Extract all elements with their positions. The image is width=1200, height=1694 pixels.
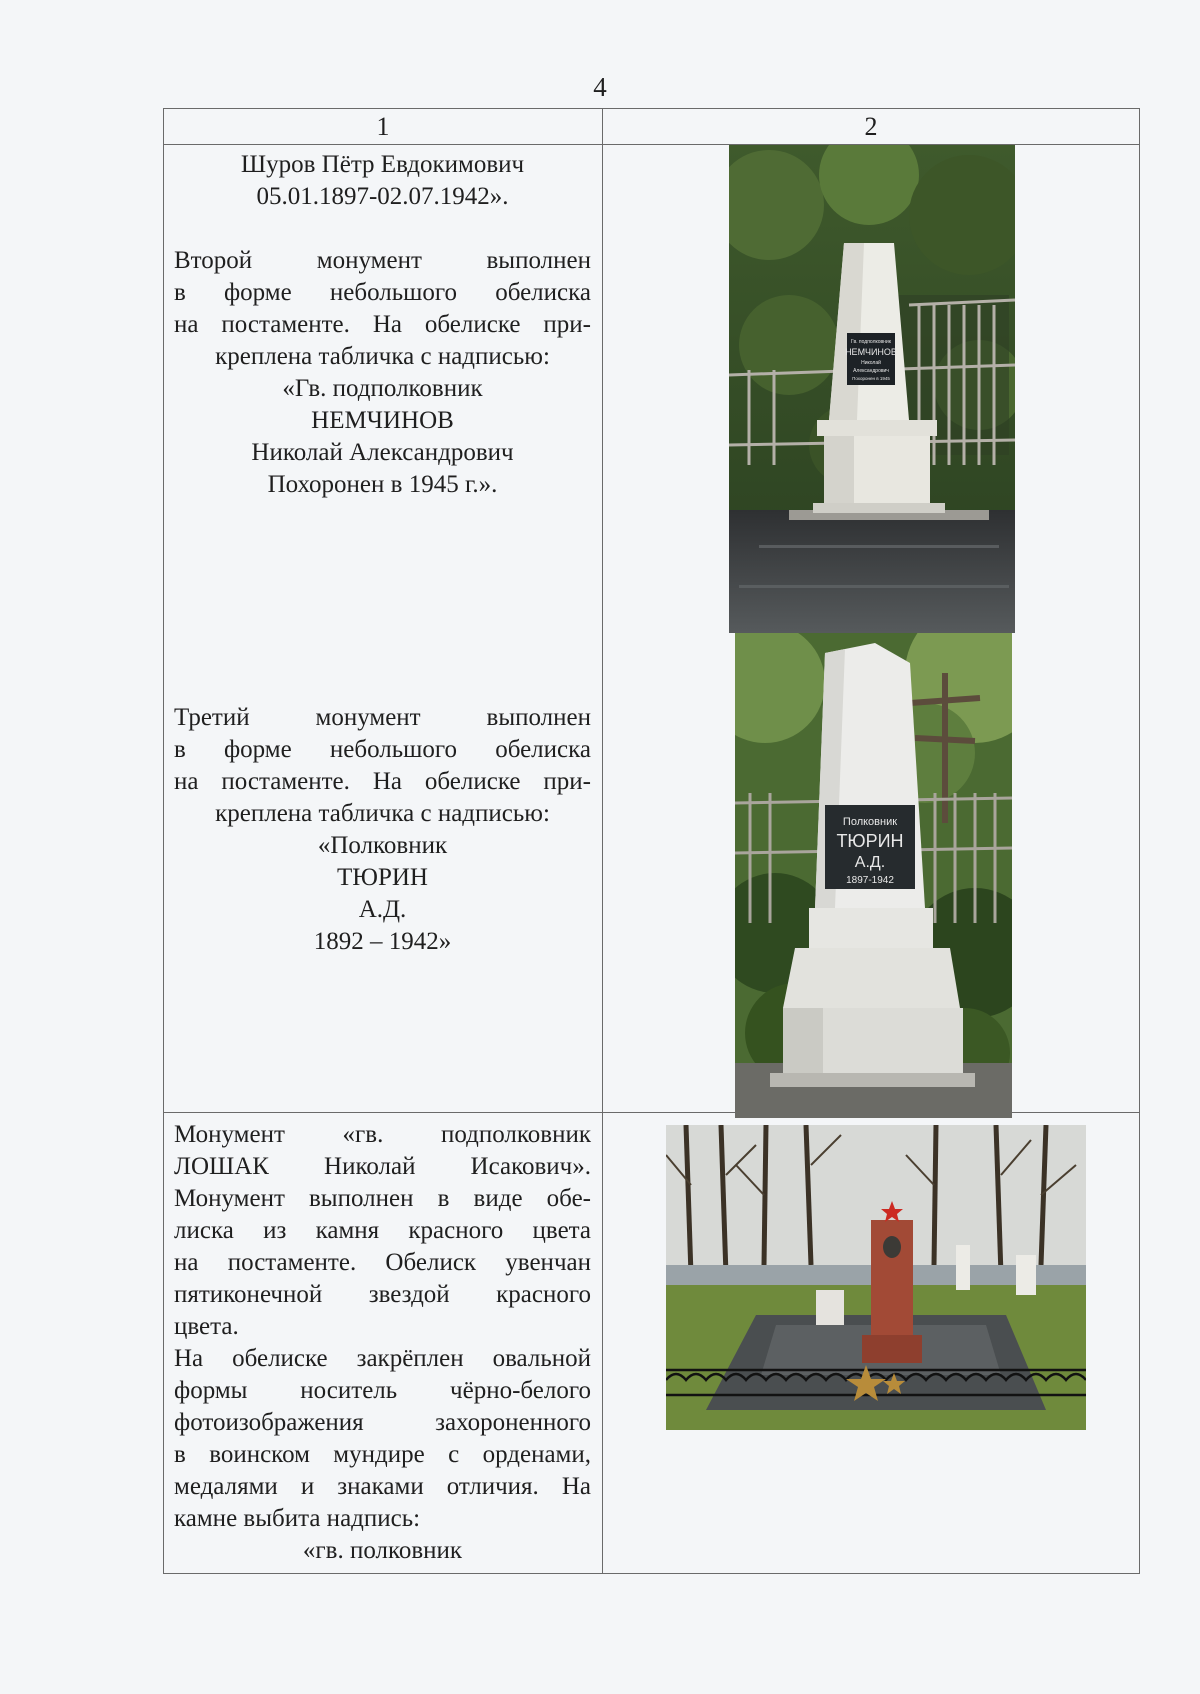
monument3-para-line: Третий монумент выполнен xyxy=(174,704,591,731)
row2-para-line: На обелиске закрёплен овальной xyxy=(174,1345,591,1372)
photo-loshak-monument xyxy=(666,1125,1086,1430)
inscription-line: ТЮРИН xyxy=(337,864,428,891)
turin-photo-illustration xyxy=(735,633,1012,1118)
photo-turin-monument xyxy=(735,633,1012,1118)
row2-text-cell xyxy=(164,1113,603,1574)
inscription-line: 1892 – 1942» xyxy=(313,928,452,955)
nemchinov-plaque-line: НЕМЧИНОВ xyxy=(845,347,897,357)
turin-plaque-line: Полковник xyxy=(842,816,898,828)
row2-para-line: на постаменте. Обелиск увенчан xyxy=(174,1249,591,1276)
nemchinov-plaque-line: Похоронен в 1945 xyxy=(852,376,890,381)
inscription-line: НЕМЧИНОВ xyxy=(311,407,454,434)
row2-para-line: камне выбита надпись: xyxy=(174,1505,421,1532)
column-header-2: 2 xyxy=(603,109,1140,145)
turin-plaque-line: 1897-1942 xyxy=(846,875,894,886)
intro-line: Шуров Пётр Евдокимович xyxy=(240,151,525,178)
photo-nemchinov-monument xyxy=(729,145,1015,633)
nemchinov-plaque-line: Гв. подполковник xyxy=(851,339,891,345)
inscription-line: А.Д. xyxy=(358,896,407,923)
row2-para-line: формы носитель чёрно-белого xyxy=(174,1377,591,1404)
row1-text-cell xyxy=(164,145,603,1113)
row2-para-line: в воинском мундире с орденами, xyxy=(174,1441,591,1468)
row2-last-line: «гв. полковник xyxy=(302,1537,463,1564)
row2-para-line: цвета. xyxy=(174,1313,239,1340)
monument2-para-line: креплена табличка с надписью: xyxy=(215,343,550,370)
inscription-line: Николай Александрович xyxy=(251,439,514,466)
turin-plaque-line: А.Д. xyxy=(854,854,886,871)
monument2-para-line: Второй монумент выполнен xyxy=(174,247,591,274)
inscription-line: Похоронен в 1945 г.». xyxy=(267,471,498,498)
row2-para-line: пятиконечной звездой красного xyxy=(174,1281,591,1308)
monument3-para-line: креплена табличка с надписью: xyxy=(215,800,550,827)
row2-para-line: фотоизображения захороненного xyxy=(174,1409,591,1436)
table-header-row xyxy=(164,109,1140,145)
nemchinov-plaque-line: Александрович xyxy=(853,368,889,374)
row2-para-line: Монумент «гв. подполковник xyxy=(174,1121,591,1148)
loshak-photo-illustration xyxy=(666,1125,1086,1430)
row2-para-line: Монумент выполнен в виде обе- xyxy=(174,1185,591,1212)
turin-plaque-line: ТЮРИН xyxy=(836,831,904,851)
inscription-line: «Гв. подполковник xyxy=(282,375,483,402)
column-header-1: 1 xyxy=(164,109,603,145)
page-number: 4 xyxy=(593,72,607,102)
monument2-para-line: на постаменте. На обелиске при- xyxy=(174,311,591,338)
row2-para-line: лиска из камня красного цвета xyxy=(174,1217,591,1244)
intro-line: 05.01.1897-02.07.1942». xyxy=(256,183,509,210)
nemchinov-plaque-line: Николай xyxy=(861,360,881,366)
monument3-para-line: в форме небольшого обелиска xyxy=(174,736,591,763)
inscription-line: «Полковник xyxy=(317,832,448,859)
row2-para-line: ЛОШАК Николай Исакович». xyxy=(174,1153,591,1180)
monument3-para-line: на постаменте. На обелиске при- xyxy=(174,768,591,795)
nemchinov-photo-illustration xyxy=(729,145,1015,633)
monument2-para-line: в форме небольшого обелиска xyxy=(174,279,591,306)
row2-para-line: медалями и знаками отличия. На xyxy=(174,1473,591,1500)
